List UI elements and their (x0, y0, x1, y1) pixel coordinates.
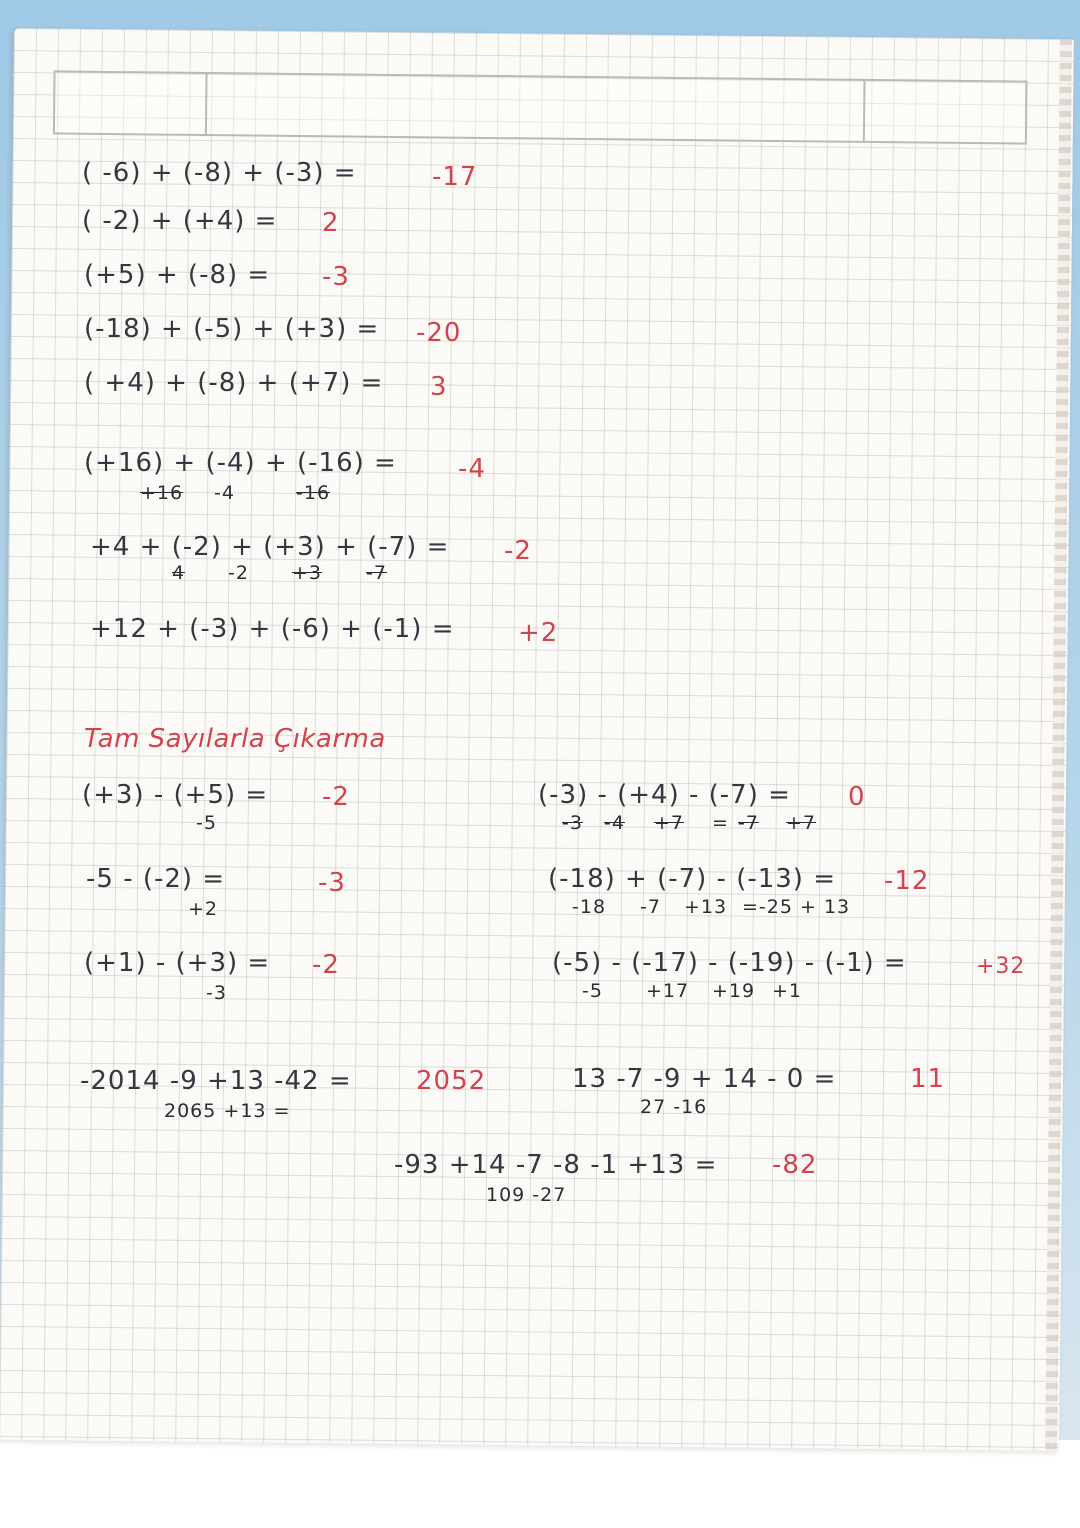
subtraction-result: -2 (312, 950, 340, 980)
subtraction-result: -3 (318, 868, 346, 898)
bottom-expr: -93 +14 -7 -8 -1 +13 = (394, 1150, 718, 1180)
subtraction-step: -7 (738, 812, 759, 834)
subtraction-expr: -5 - (-2) = (86, 864, 226, 894)
worked-expr: (+16) + (-4) + (-16) = (84, 448, 397, 478)
bottom-result: 2052 (416, 1066, 487, 1096)
bottom-result: 11 (910, 1064, 946, 1094)
subtraction-step: -3 (206, 982, 227, 1004)
header-cell-right (863, 81, 1026, 143)
worked-expr: +4 + (-2) + (+3) + (-7) = (90, 532, 450, 562)
worked-step: 4 (172, 562, 186, 584)
subtraction-step: +19 (712, 980, 756, 1002)
worked-expr: +12 + (-3) + (-6) + (-1) = (90, 614, 455, 644)
worked-step: -4 (214, 482, 235, 504)
addition-result: -17 (432, 162, 478, 192)
addition-expr: ( +4) + (-8) + (+7) = (84, 368, 384, 398)
bottom-steps: 27 -16 (640, 1096, 708, 1118)
subtraction-step: +7 (654, 812, 685, 834)
worked-result: -4 (458, 454, 486, 484)
subtraction-step: = (712, 812, 729, 834)
worked-step: -16 (296, 482, 331, 504)
worked-step: +3 (292, 562, 323, 584)
bottom-steps: 2065 +13 = (164, 1100, 291, 1122)
bottom-result: -82 (772, 1150, 818, 1180)
worked-step: -7 (366, 562, 387, 584)
bottom-steps: 109 -27 (486, 1184, 567, 1206)
subtraction-result: -12 (884, 866, 930, 896)
subtraction-step: -5 (582, 980, 603, 1002)
worked-step: -2 (228, 562, 249, 584)
subtraction-step: -5 (196, 812, 217, 834)
subtraction-step: +7 (786, 812, 817, 834)
subtraction-expr: (-18) + (-7) - (-13) = (548, 864, 836, 894)
subtraction-step: -3 (562, 812, 583, 834)
bottom-expr: 13 -7 -9 + 14 - 0 = (572, 1064, 837, 1094)
subtraction-step: +2 (188, 898, 219, 920)
addition-expr: (-18) + (-5) + (+3) = (84, 314, 380, 344)
subtraction-result: +32 (976, 954, 1026, 979)
addition-expr: ( -2) + (+4) = (82, 206, 278, 236)
addition-result: 3 (430, 372, 448, 402)
subtraction-expr: (+1) - (+3) = (84, 948, 271, 978)
header-cell-left (55, 72, 208, 134)
subtraction-step: =-25 + 13 (742, 896, 851, 918)
subtraction-step: -7 (640, 896, 661, 918)
subtraction-step: -18 (572, 896, 607, 918)
addition-expr: ( -6) + (-8) + (-3) = (82, 158, 357, 188)
subtraction-result: 0 (848, 782, 866, 812)
subtraction-step: +1 (772, 980, 803, 1002)
subtraction-expr: (-5) - (-17) - (-19) - (-1) = (552, 948, 907, 978)
addition-expr: (+5) + (-8) = (84, 260, 271, 290)
worked-step: +16 (140, 482, 184, 504)
subtraction-step: +17 (646, 980, 690, 1002)
header-table (53, 70, 1028, 144)
addition-result: -3 (322, 262, 350, 292)
addition-result: -20 (416, 318, 462, 348)
worked-result: +2 (518, 618, 559, 648)
subtraction-expr: (+3) - (+5) = (82, 780, 269, 810)
addition-result: 2 (322, 208, 340, 238)
section-title: Tam Sayılarla Çıkarma (84, 724, 386, 754)
subtraction-result: -2 (322, 782, 350, 812)
bottom-expr: -2014 -9 +13 -42 = (80, 1066, 352, 1096)
subtraction-expr: (-3) - (+4) - (-7) = (538, 780, 791, 810)
subtraction-step: -4 (604, 812, 625, 834)
subtraction-step: +13 (684, 896, 728, 918)
worked-result: -2 (504, 536, 532, 566)
